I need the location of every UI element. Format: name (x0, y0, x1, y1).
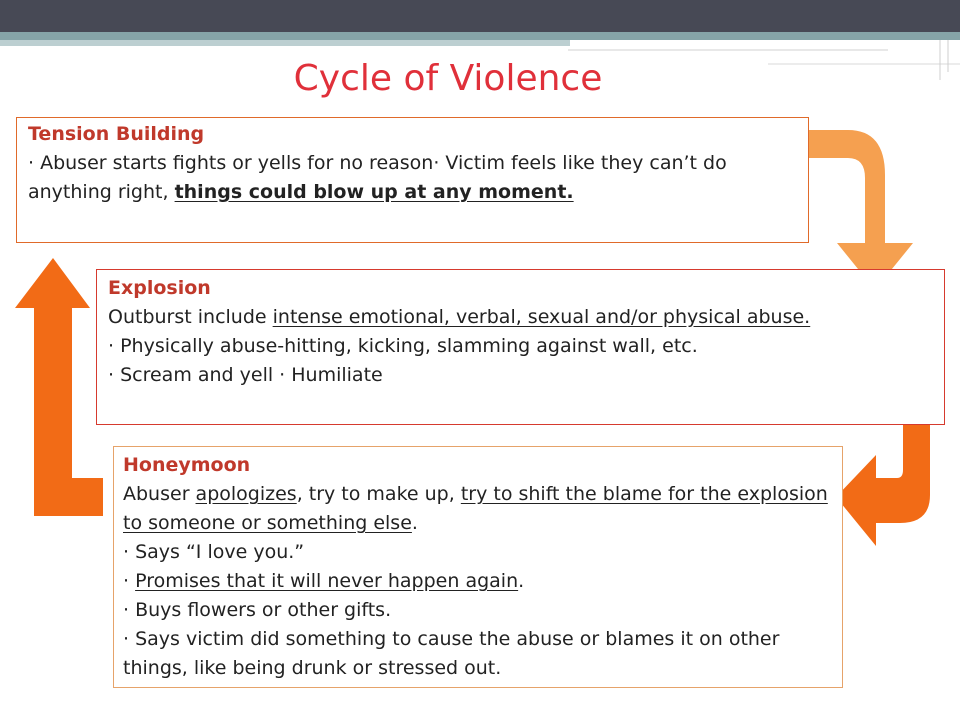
text-run: · (123, 570, 136, 592)
text-run: Abuser (123, 483, 196, 505)
emphasis-text: things could blow up at any moment. (174, 181, 574, 203)
bullet-item: · Scream and yell · Humiliate (108, 364, 383, 386)
emphasis-text: Promises that it will never happen again (135, 570, 519, 592)
slide-title: Cycle of Violence (293, 58, 603, 99)
stage-honeymoon (113, 446, 843, 688)
stage-explosion (96, 269, 945, 425)
text-run: . (518, 570, 525, 592)
stage-heading: Explosion (108, 277, 211, 299)
emphasis-text: intense emotional, verbal, sexual and/or physical abuse. (272, 306, 811, 328)
lead-text: Outburst include (108, 306, 273, 328)
stage-description (123, 480, 833, 538)
arrow-tension-to-explosion-icon (808, 130, 913, 290)
bullet-item: · Victim feels like they can’t do anything right, (28, 152, 727, 203)
stage-description (28, 149, 797, 207)
emphasis-text: apologizes (195, 483, 297, 505)
stage-heading: Tension Building (28, 123, 205, 145)
bullet-item (123, 567, 833, 596)
bullet-item: · Abuser starts fights or yells for no reason (28, 152, 434, 174)
bullet-item: · Says victim did something to cause the abuse or blames it on other things, like being drunk or stressed out. (123, 628, 780, 679)
text-run: , try to make up, (296, 483, 461, 505)
arrow-honeymoon-to-tension-icon (15, 258, 103, 516)
emphasis-text: try to shift the blame for the explosion to someone or something else (123, 483, 828, 534)
stage-description (108, 303, 933, 332)
bullet-item: · Buys flowers or other gifts. (123, 599, 392, 621)
stage-heading: Honeymoon (123, 454, 251, 476)
bullet-item: · Physically abuse-hitting, kicking, slamming against wall, etc. (108, 335, 698, 357)
text-run: . (411, 512, 418, 534)
bullet-item: · Says “I love you.” (123, 541, 305, 563)
stage-tension-building (16, 117, 809, 243)
